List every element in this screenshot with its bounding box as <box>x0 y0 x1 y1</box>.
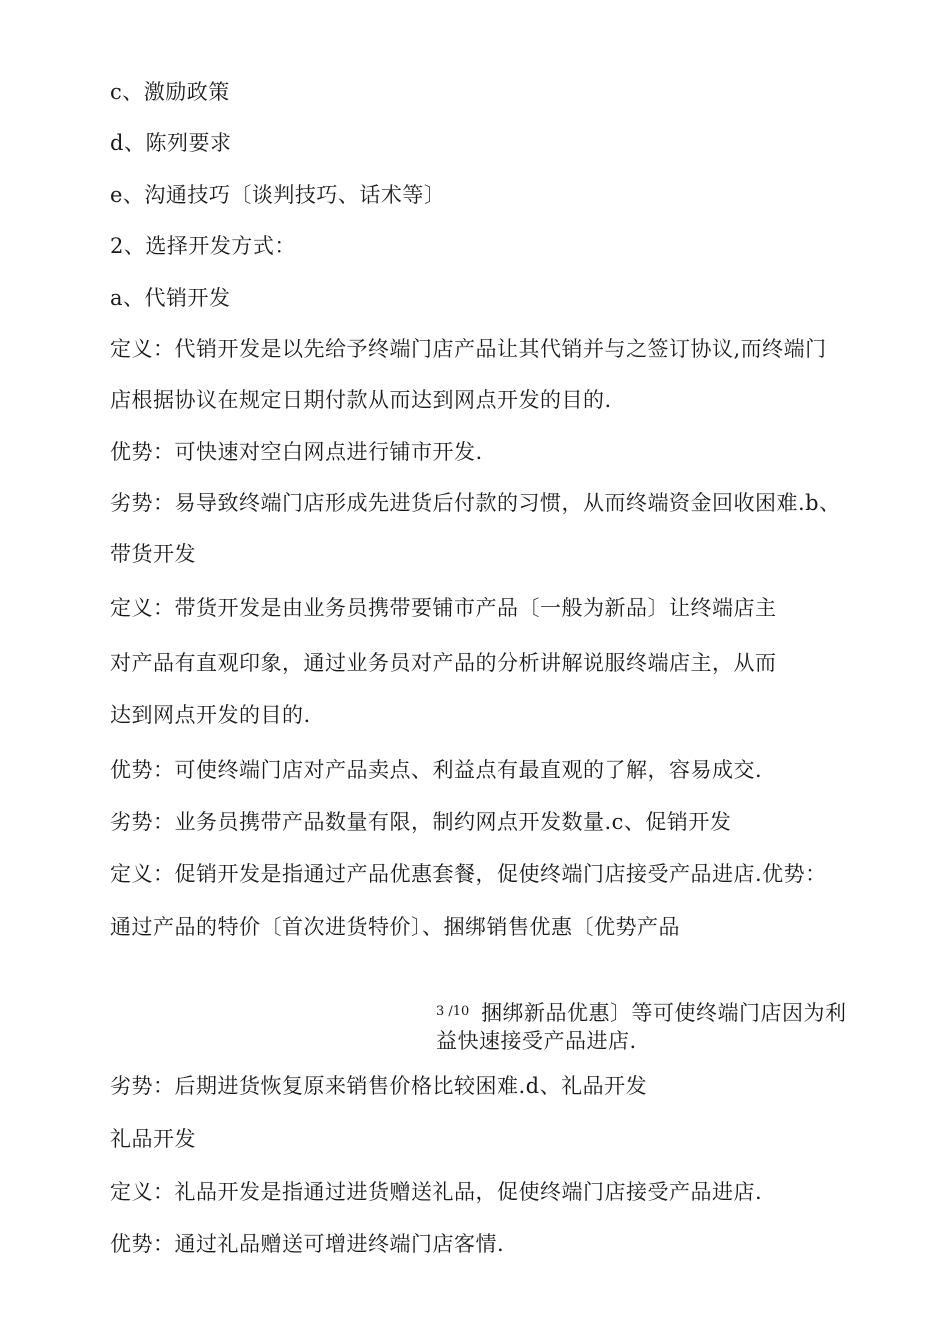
text-line-20: 劣势：后期进货恢复原来销售价格比较困难.d、礼品开发 <box>110 1074 648 1098</box>
text-line-5: a、代销开发 <box>110 286 231 310</box>
text-line-13: 达到网点开发的目的. <box>110 703 311 727</box>
text-line-10: 带货开发 <box>110 542 196 566</box>
footer-text-line-2: 益快速接受产品进店. <box>436 1029 637 1053</box>
text-line-3: e、沟通技巧〔谈判技巧、话术等〕 <box>110 183 446 207</box>
text-line-15: 劣势：业务员携带产品数量有限，制约网点开发数量.c、促销开发 <box>110 810 732 834</box>
text-line-11: 定义：带货开发是由业务员携带要铺市产品〔一般为新品〕让终端店主 <box>110 596 777 620</box>
text-line-7: 店根据协议在规定日期付款从而达到网点开发的目的. <box>110 388 612 412</box>
page-number: 3 /10 <box>436 1004 470 1019</box>
text-line-8: 优势：可快速对空白网点进行铺市开发. <box>110 440 483 464</box>
text-line-12: 对产品有直观印象，通过业务员对产品的分析讲解说服终端店主，从而 <box>110 651 777 675</box>
text-line-14: 优势：可使终端门店对产品卖点、利益点有最直观的了解，容易成交. <box>110 758 763 782</box>
text-line-23: 优势：通过礼品赠送可增进终端门店客情. <box>110 1232 505 1256</box>
text-line-4: 2、选择开发方式： <box>110 234 296 258</box>
text-line-21: 礼品开发 <box>110 1127 196 1151</box>
text-line-9: 劣势：易导致终端门店形成先进货后付款的习惯，从而终端资金回收困难.b、 <box>110 491 841 515</box>
text-line-17: 通过产品的特价〔首次进货特价〕、捆绑销售优惠〔优势产品 <box>110 915 680 939</box>
text-line-22: 定义：礼品开发是指通过进货赠送礼品，促使终端门店接受产品进店. <box>110 1180 763 1204</box>
text-line-16: 定义：促销开发是指通过产品优惠套餐，促使终端门店接受产品进店.优势： <box>110 862 827 886</box>
text-line-1: c、激励政策 <box>110 80 230 104</box>
footer-text-line-1: 捆绑新品优惠〕等可使终端门店因为利 <box>481 1001 847 1025</box>
text-line-6: 定义：代销开发是以先给予终端门店产品让其代销并与之签订协议,而终端门 <box>110 337 827 361</box>
text-line-2: d、陈列要求 <box>110 131 232 155</box>
